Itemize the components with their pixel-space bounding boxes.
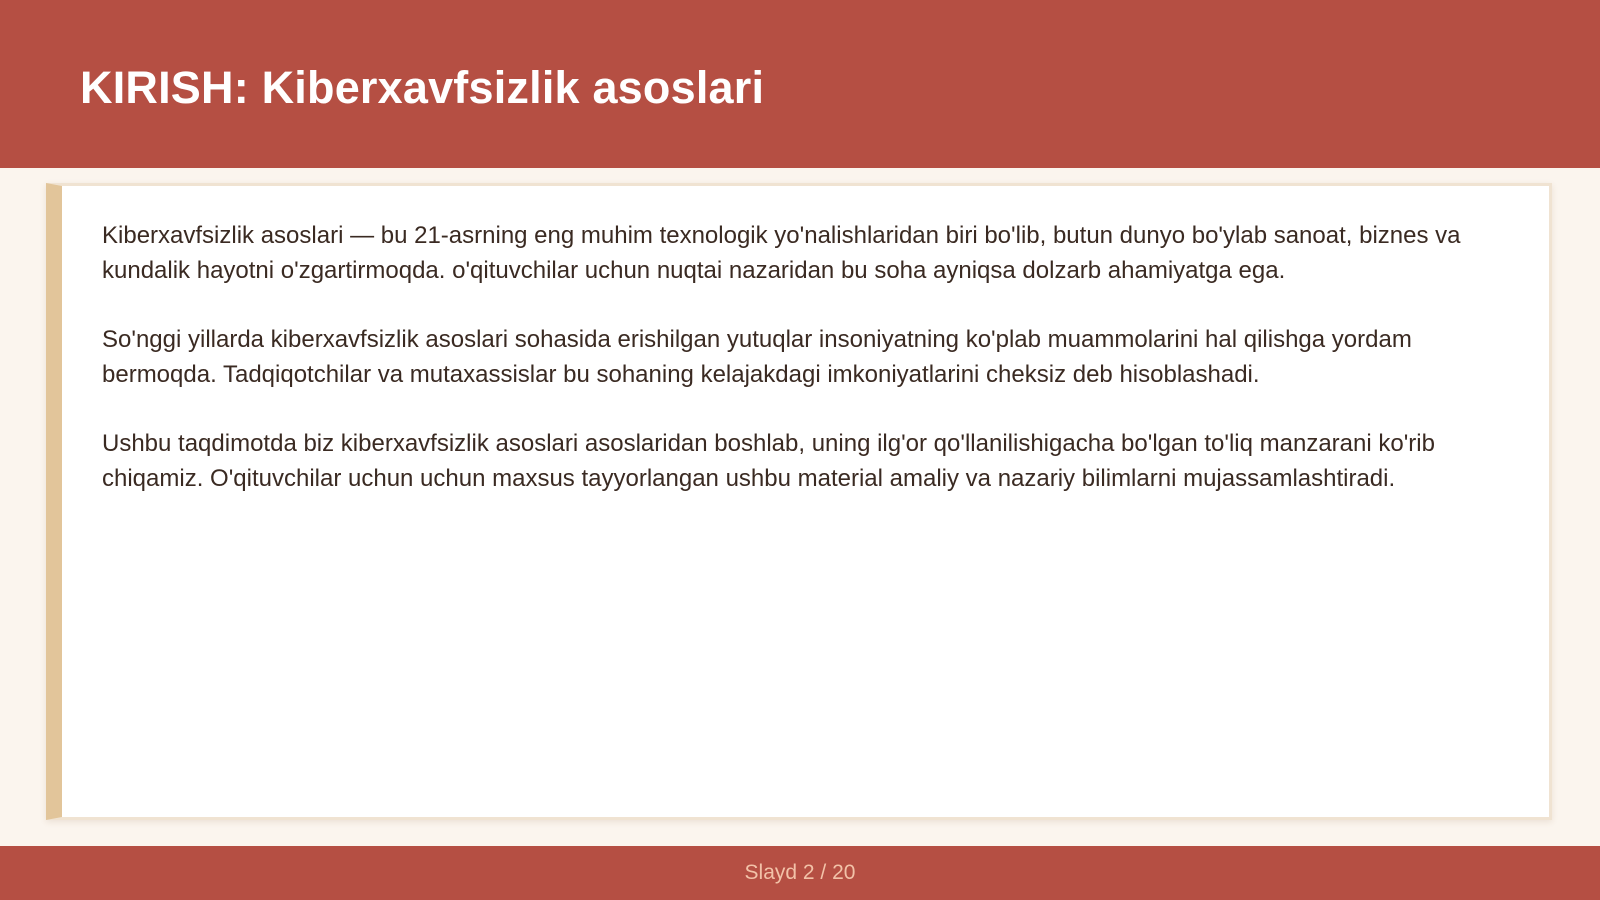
slide-title: KIRISH: Kiberxavfsizlik asoslari — [80, 62, 765, 113]
paragraph-3: Ushbu taqdimotda biz kiberxavfsizlik asoslari asoslaridan boshlab, uning ilg'or qo'llanilishigacha bo'lgan to'liq manzarani ko'rib chiqamiz. O'qituvchilar uchun uchun maxsus tayyorlangan ushbu material amaliy va nazariy bilimlarni mujassamlashtiradi. — [102, 430, 1435, 492]
slide-counter: Slayd 2 / 20 — [744, 861, 856, 884]
slide-footer — [0, 846, 1600, 900]
paragraph-1: Kiberxavfsizlik asoslari — bu 21-asrning eng muhim texnologik yo'nalishlaridan biri bo'lib, butun dunyo bo'ylab sanoat, biznes va kundalik hayotni o'zgartirmoqda. o'qituvchilar uchun nuqtai nazaridan bu soha ayniqsa dolzarb ahamiyatga ega. — [102, 222, 1461, 284]
content-card — [46, 183, 1552, 820]
slide-header — [0, 0, 1600, 168]
paragraph-2: So'nggi yillarda kiberxavfsizlik asoslari sohasida erishilgan yutuqlar insoniyatning ko'plab muammolarini hal qilishga yordam bermoqda. Tadqiqotchilar va mutaxassislar bu sohaning kelajakdagi imkoniyatlarini cheksiz deb hisoblashadi. — [102, 326, 1412, 388]
